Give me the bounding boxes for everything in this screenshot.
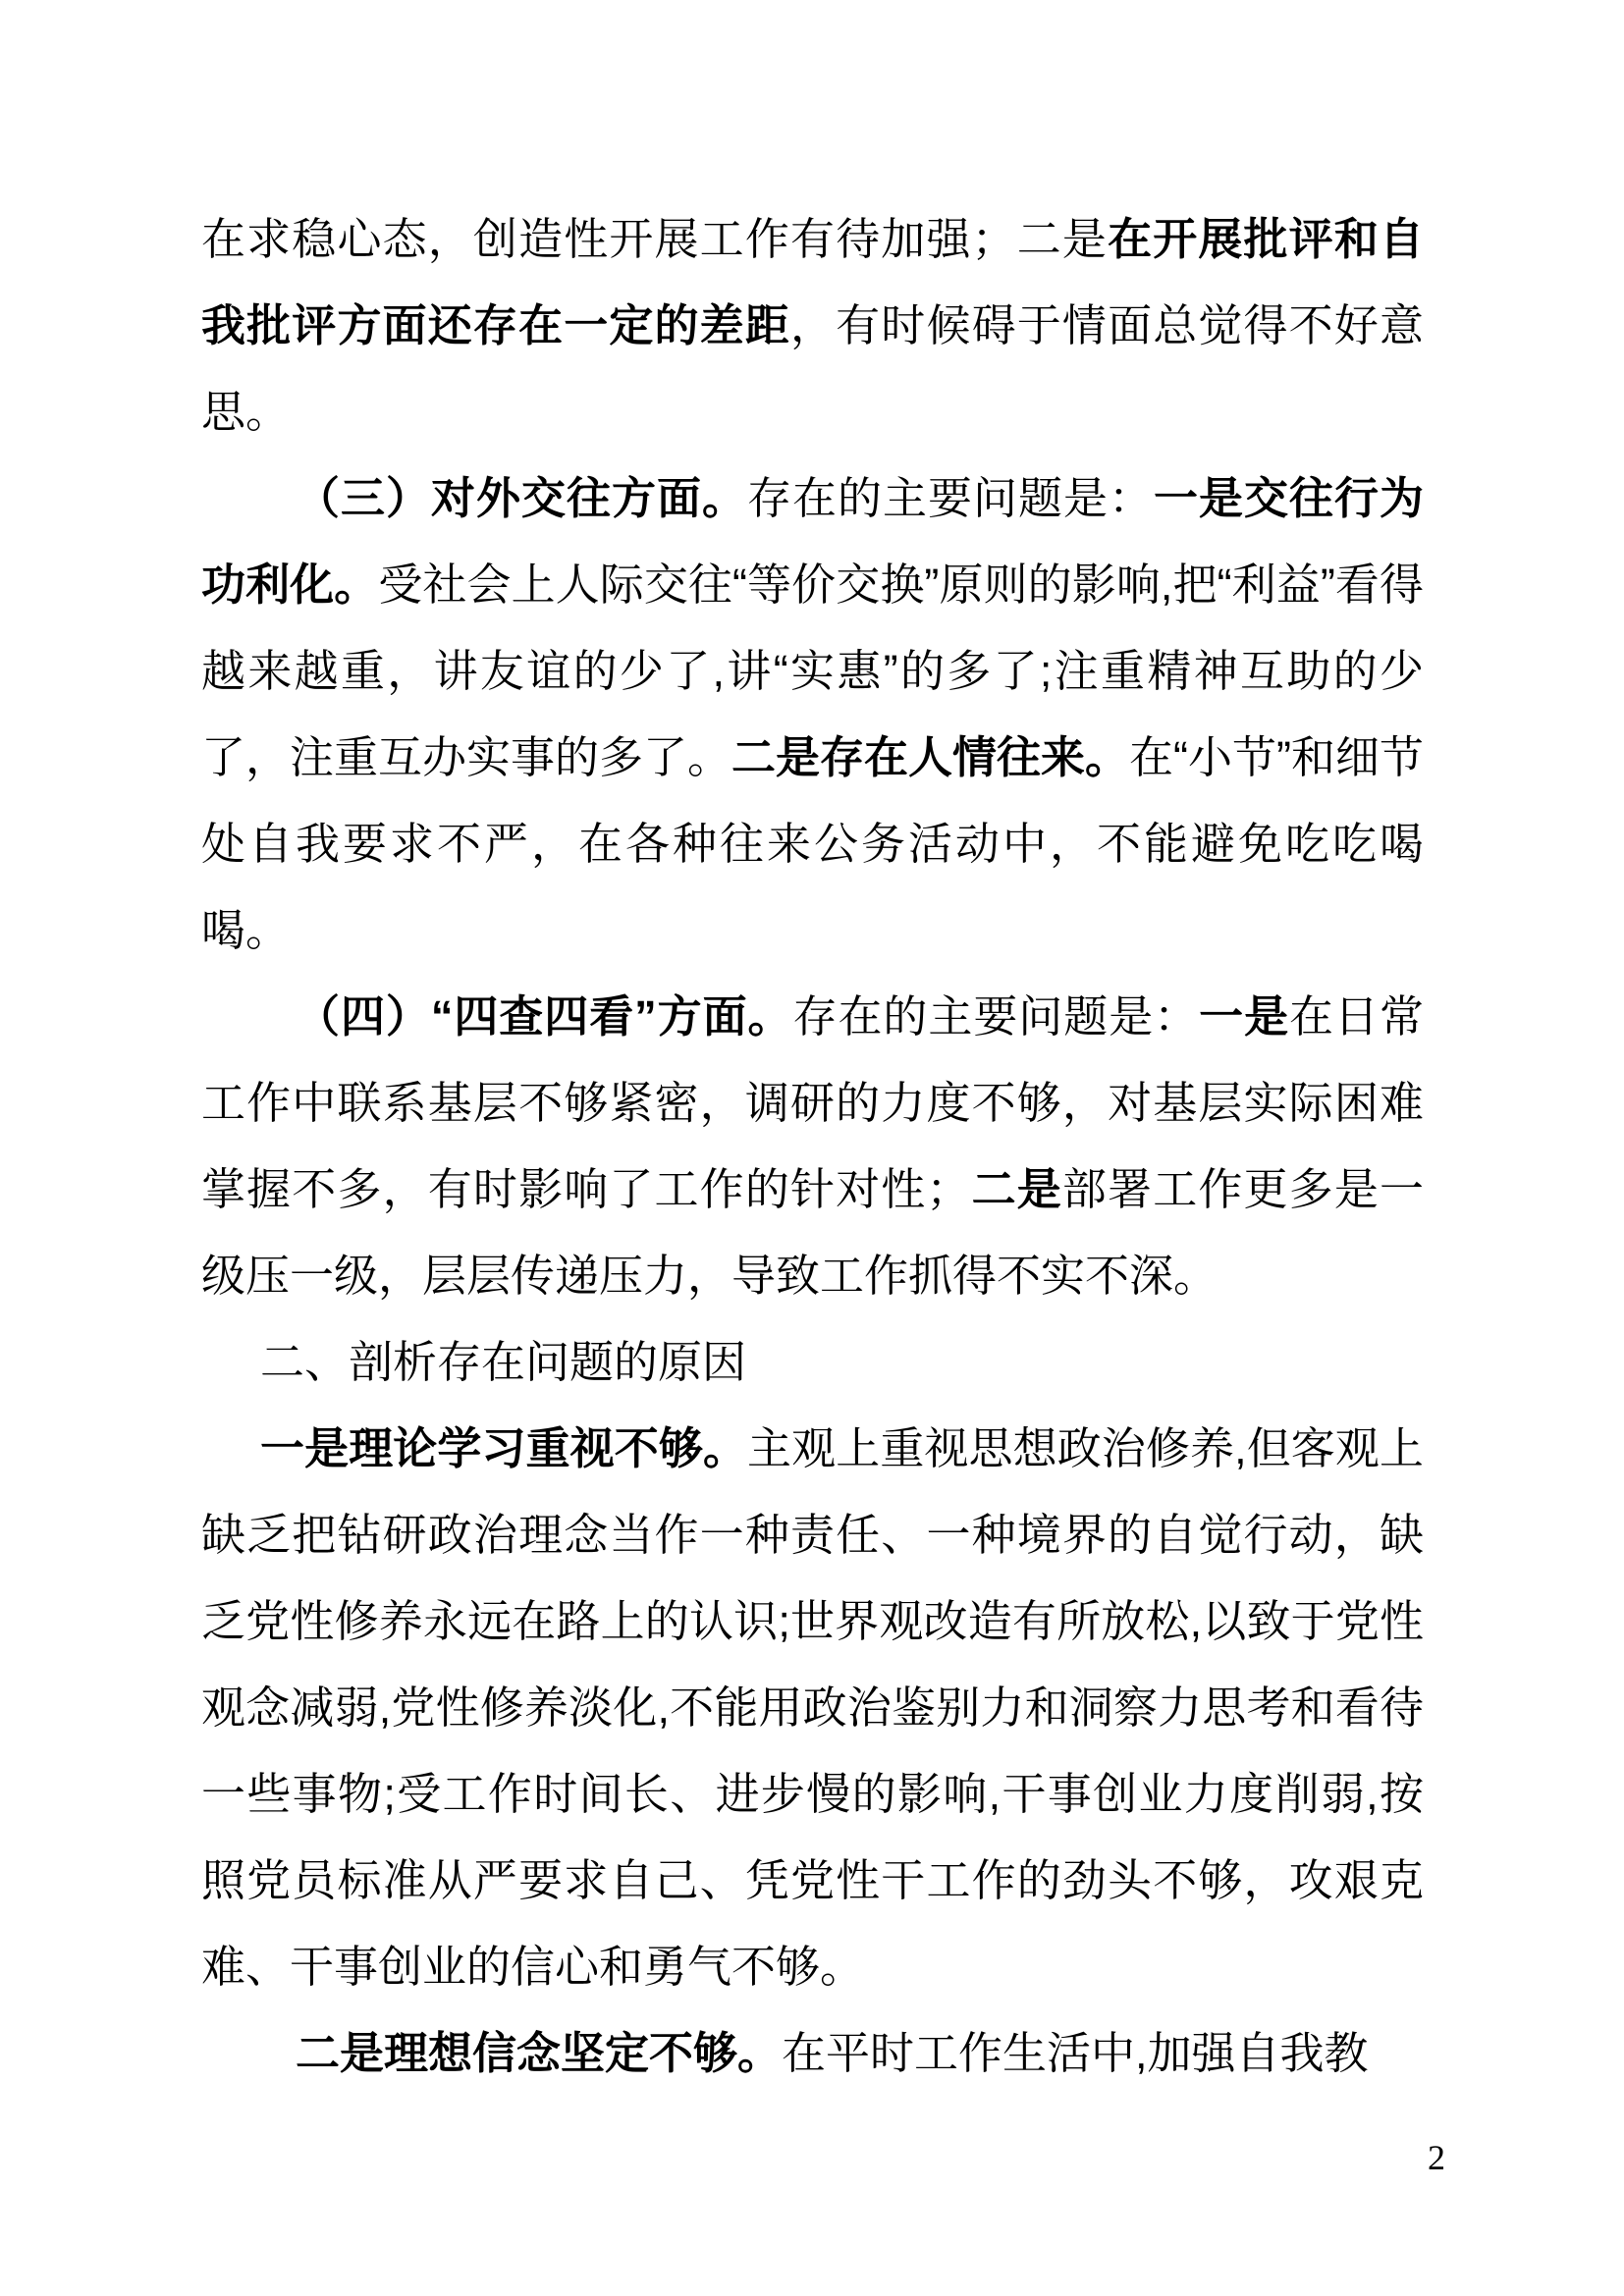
- text-run: 在平时工作生活中,加强自我教: [782, 2028, 1369, 2078]
- text-run: 存在的主要问题是：: [746, 473, 1154, 523]
- paragraph: [201, 196, 1424, 455]
- text-run: 部署工作更多是一级压一级，层层传递压力，导致工作抓得不实不深。: [201, 1164, 1424, 1301]
- emphasis-run: 二是存在人情往来。: [731, 732, 1130, 782]
- text-run: ，有时候碍于情面总觉得不好意思。: [201, 300, 1424, 437]
- text-run: 在“小节”和细节处自我要求不严，在各种往来公务活动中，不能避免吃吃喝喝。: [201, 732, 1425, 955]
- paragraph: [201, 974, 1424, 1319]
- paragraph: [201, 1406, 1424, 2010]
- emphasis-run: 一是: [1199, 991, 1290, 1041]
- paragraph: [201, 2010, 1424, 2097]
- text-run: 二、剖析存在问题的原因: [260, 1337, 747, 1387]
- emphasis-run: 一是理论学习重视不够。: [260, 1423, 748, 1473]
- text-run: 主观上重视思想政治修养,但客观上缺乏把钻研政治理念当作一种责任、一种境界的自觉行动，缺乏党性修养永远在路上的认识;世界观改造有所放松,以致于党性观念减弱,党性修养淡化,不能用政治鉴别力和洞察力思考和看待一些事物;受工作时间长、进步慢的影响,干事创业力度削弱,按照党员标准从严要求自己、凭党性干工作的劲头不够，攻艰克难、干事创业的信心和勇气不够。: [201, 1423, 1424, 1992]
- page-number: 2: [1428, 2138, 1445, 2177]
- emphasis-run: 二是理想信念坚定不够。: [296, 2028, 783, 2078]
- emphasis-run: 二是: [970, 1164, 1062, 1214]
- text-run: 受社会上人际交往“等价交换”原则的影响,把“利益”看得越来越重，讲友谊的少了,讲“实惠”的多了;注重精神互助的少了，注重互办实事的多了。: [201, 560, 1424, 782]
- emphasis-run: （四）“四查四看”方面。: [296, 991, 793, 1041]
- paragraph: [201, 455, 1424, 974]
- emphasis-run: （三）对外交往方面。: [296, 473, 747, 523]
- text-run: 在求稳心态，创造性开展工作有待加强；二是: [201, 214, 1109, 264]
- emphasis-run: 在开展批评和自我批评方面还存在一定的差距: [201, 214, 1424, 350]
- text-run: 在日常工作中联系基层不够紧密，调研的力度不够，对基层实际困难掌握不多，有时影响了工作的针对性；: [201, 991, 1424, 1214]
- document-body: [201, 196, 1424, 2097]
- emphasis-run: 一是交往行为功利化。: [201, 473, 1424, 610]
- paragraph: [201, 1319, 1424, 1406]
- text-run: 存在的主要问题是：: [792, 991, 1200, 1041]
